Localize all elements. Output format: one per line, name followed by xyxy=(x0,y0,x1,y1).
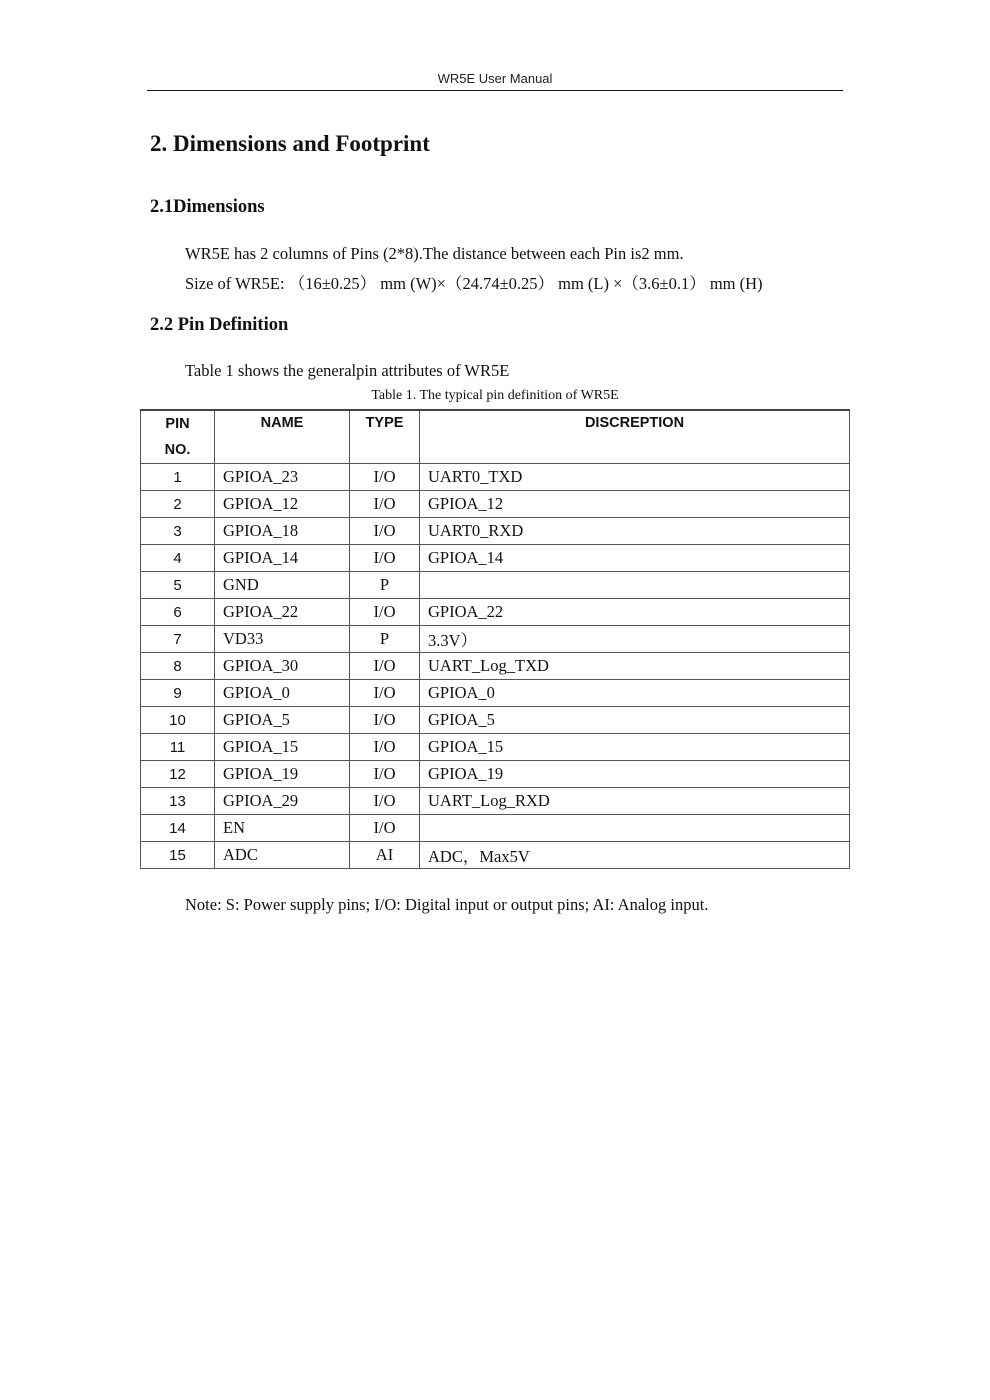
pin-name-cell: GPIOA_22 xyxy=(215,599,350,626)
table-row xyxy=(141,734,850,761)
pin-type-cell: I/O xyxy=(350,788,420,815)
pin-name-cell: EN xyxy=(215,815,350,842)
table-row xyxy=(141,518,850,545)
pin-description-cell xyxy=(420,572,850,599)
pin-type-cell: I/O xyxy=(350,653,420,680)
pin-description-cell: UART0_TXD xyxy=(420,464,850,491)
pin-name-cell: ADC xyxy=(215,842,350,869)
pin-type-cell: I/O xyxy=(350,734,420,761)
pin-type-cell: I/O xyxy=(350,464,420,491)
dimensions-heading: 2.1Dimensions xyxy=(150,197,265,217)
table-row xyxy=(141,545,850,572)
pin-definition-table xyxy=(140,409,850,869)
table-caption: Table 1. The typical pin definition of WR5E xyxy=(371,388,619,403)
pin-number-cell: 8 xyxy=(141,653,215,680)
table-row xyxy=(141,815,850,842)
pin-description-cell: GPIOA_14 xyxy=(420,545,850,572)
pin-type-cell: I/O xyxy=(350,707,420,734)
pin-description-cell: GPIOA_15 xyxy=(420,734,850,761)
pin-number-cell: 9 xyxy=(141,680,215,707)
pin-type-cell: I/O xyxy=(350,545,420,572)
pin-description-cell: GPIOA_0 xyxy=(420,680,850,707)
pin-name-cell: VD33 xyxy=(215,626,350,653)
pin-number-cell: 12 xyxy=(141,761,215,788)
pin-type-cell: I/O xyxy=(350,680,420,707)
pin-type-cell: I/O xyxy=(350,599,420,626)
pin-number-cell: 4 xyxy=(141,545,215,572)
pin-description-cell: GPIOA_22 xyxy=(420,599,850,626)
pin-number-cell: 5 xyxy=(141,572,215,599)
table-row xyxy=(141,464,850,491)
pin-definition-heading: 2.2 Pin Definition xyxy=(150,315,289,335)
table-row xyxy=(141,599,850,626)
section-title: 2. Dimensions and Footprint xyxy=(150,131,430,156)
pin-description-cell: UART0_RXD xyxy=(420,518,850,545)
pin-number-cell: 14 xyxy=(141,815,215,842)
pin-number-cell: 11 xyxy=(141,734,215,761)
dimensions-line-2: Size of WR5E: （16±0.25） mm (W)×（24.74±0.25） mm (L) ×（3.6±0.1） mm (H) xyxy=(185,274,763,293)
pin-description-cell xyxy=(420,815,850,842)
pin-number-cell: 2 xyxy=(141,491,215,518)
pin-description-cell: UART_Log_RXD xyxy=(420,788,850,815)
dimensions-line-1: WR5E has 2 columns of Pins (2*8).The distance between each Pin is2 mm. xyxy=(185,244,684,263)
pin-number-cell: 13 xyxy=(141,788,215,815)
pin-name-cell: GPIOA_18 xyxy=(215,518,350,545)
pin-description-cell: GPIOA_5 xyxy=(420,707,850,734)
pin-name-cell: GPIOA_14 xyxy=(215,545,350,572)
header-pin-line1: PIN xyxy=(165,416,190,432)
header-description: DISCREPTION xyxy=(420,410,850,464)
pin-type-cell: AI xyxy=(350,842,420,869)
pin-description-cell: UART_Log_TXD xyxy=(420,653,850,680)
table-row xyxy=(141,707,850,734)
pin-type-cell: I/O xyxy=(350,761,420,788)
header-pin-no xyxy=(141,410,215,464)
table-row xyxy=(141,842,850,869)
pin-name-cell: GND xyxy=(215,572,350,599)
header-name: NAME xyxy=(215,410,350,464)
pin-number-cell: 6 xyxy=(141,599,215,626)
table-row xyxy=(141,680,850,707)
pin-description-cell: GPIOA_12 xyxy=(420,491,850,518)
table-row xyxy=(141,653,850,680)
header-pin-line2: NO. xyxy=(164,442,191,458)
pin-description-cell: GPIOA_19 xyxy=(420,761,850,788)
pin-number-cell: 10 xyxy=(141,707,215,734)
table-note: Note: S: Power supply pins; I/O: Digital input or output pins; AI: Analog input. xyxy=(185,895,709,914)
pin-number-cell: 15 xyxy=(141,842,215,869)
pin-description-cell: 3.3V） xyxy=(420,626,850,653)
table-row xyxy=(141,491,850,518)
pin-name-cell: GPIOA_19 xyxy=(215,761,350,788)
header-type: TYPE xyxy=(350,410,420,464)
pin-name-cell: GPIOA_15 xyxy=(215,734,350,761)
table-header-row xyxy=(141,410,850,464)
pin-name-cell: GPIOA_12 xyxy=(215,491,350,518)
pin-number-cell: 1 xyxy=(141,464,215,491)
pin-name-cell: GPIOA_5 xyxy=(215,707,350,734)
pin-number-cell: 7 xyxy=(141,626,215,653)
pin-type-cell: P xyxy=(350,572,420,599)
pin-type-cell: I/O xyxy=(350,491,420,518)
pin-name-cell: GPIOA_0 xyxy=(215,680,350,707)
pin-description-cell: ADC，Max5V xyxy=(420,842,850,869)
pin-name-cell: GPIOA_29 xyxy=(215,788,350,815)
pin-definition-intro: Table 1 shows the generalpin attributes of WR5E xyxy=(185,361,510,380)
running-header: WR5E User Manual xyxy=(437,71,553,86)
table-row xyxy=(141,572,850,599)
table-row xyxy=(141,761,850,788)
pin-type-cell: I/O xyxy=(350,815,420,842)
pin-type-cell: P xyxy=(350,626,420,653)
pin-type-cell: I/O xyxy=(350,518,420,545)
table-row xyxy=(141,788,850,815)
pin-number-cell: 3 xyxy=(141,518,215,545)
table-row xyxy=(141,626,850,653)
pin-name-cell: GPIOA_23 xyxy=(215,464,350,491)
pin-name-cell: GPIOA_30 xyxy=(215,653,350,680)
header-divider xyxy=(147,90,843,91)
